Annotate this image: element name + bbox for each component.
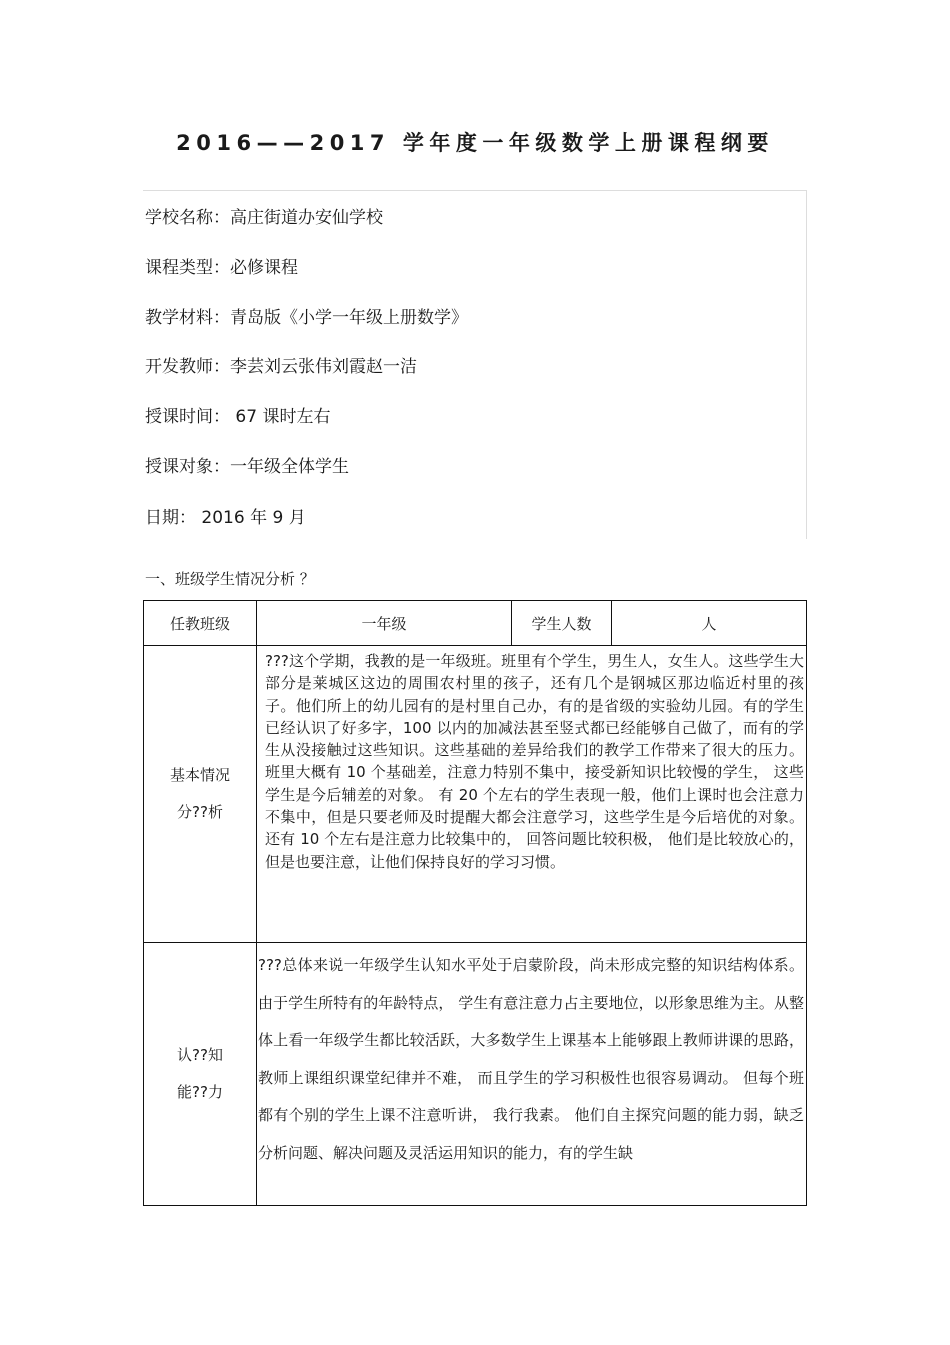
course-type: 课程类型：必修课程 xyxy=(145,258,298,278)
basic-label-line2: 分??析 xyxy=(177,803,223,821)
teaching-hours: 授课时间： 67 课时左右 xyxy=(145,407,331,427)
basic-situation-text: ???这个学期，我教的是一年级班。班里有个学生，男生人，女生人。这些学生大部分是莱城区这边的周围农村里的孩子，还有几个是钢城区那边临近村里的孩子。他们所上的幼儿园有的是村里自己办，有的是省级的实验幼儿园。有的学生已经认识了好多字，100 以内的加减法甚至竖式都已经能够自己做了，而有的学生从没接触过这些知识。这些基础的差异给我们的教学工作带来了很大的压力。班里大概有 10 个基础差，注意力特别不集中，接受新知识比较慢的学生， 这些学生是今后辅差的对象。 有 20 个左右的学生表现一般，他们上课时也会注意力不集中，但是只要老师及时提醒大都会注意学习，这些学生是今后培优的对象。还有 10 个左右是注意力比较集中的， 回答问题比较积极， 他们是比较放心的，但是也要注意，让他们保持良好的学习习惯。 xyxy=(265,652,804,871)
student-count-label: 学生人数 xyxy=(512,601,612,646)
basic-situation-label xyxy=(144,646,257,943)
school-name: 学校名称：高庄街道办安仙学校 xyxy=(145,208,383,228)
student-count-value: 人 xyxy=(612,601,807,646)
student-analysis-table xyxy=(143,600,807,1206)
basic-situation-row xyxy=(144,646,807,943)
section-heading: 一、班级学生情况分析 ？ xyxy=(145,570,315,588)
target-students: 授课对象：一年级全体学生 xyxy=(145,457,349,477)
cognitive-label-line2: 能??力 xyxy=(177,1083,223,1101)
teaching-material: 教学材料：青岛版《小学一年级上册数学》 xyxy=(145,308,468,328)
developing-teachers: 开发教师：李芸刘云张伟刘霞赵一洁 xyxy=(145,357,417,377)
table-header-row xyxy=(144,601,807,646)
basic-label-line1: 基本情况 xyxy=(169,766,230,784)
cognitive-ability-content xyxy=(257,943,807,1206)
cognitive-ability-row xyxy=(144,943,807,1206)
class-value: 一年级 xyxy=(257,601,512,646)
class-label: 任教班级 xyxy=(144,601,257,646)
cognitive-ability-text: ???总体来说一年级学生认知水平处于启蒙阶段，尚未形成完整的知识结构体系。 由于学生所特有的年龄特点， 学生有意注意力占主要地位，以形象思维为主。从整体上看一年级学生都比较活跃，大多数学生上课基本上能够跟上教师讲课的思路， 教师上课组织课堂纪律并不难， 而且学生的学习积极性也很容易调动。 但每个班都有个别的学生上课不注意听讲， 我行我素。 他们自主探究问题的能力弱，缺乏分析问题、解决问题及灵活运用知识的能力，有的学生缺 xyxy=(258,956,804,1162)
date: 日期： 2016 年 9 月 xyxy=(145,508,306,528)
cognitive-label-line1: 认??知 xyxy=(177,1046,223,1064)
cognitive-ability-label xyxy=(144,943,257,1206)
document-title: 2016——2017 学年度一年级数学上册课程纲要 xyxy=(176,131,774,155)
basic-situation-content xyxy=(257,646,807,943)
